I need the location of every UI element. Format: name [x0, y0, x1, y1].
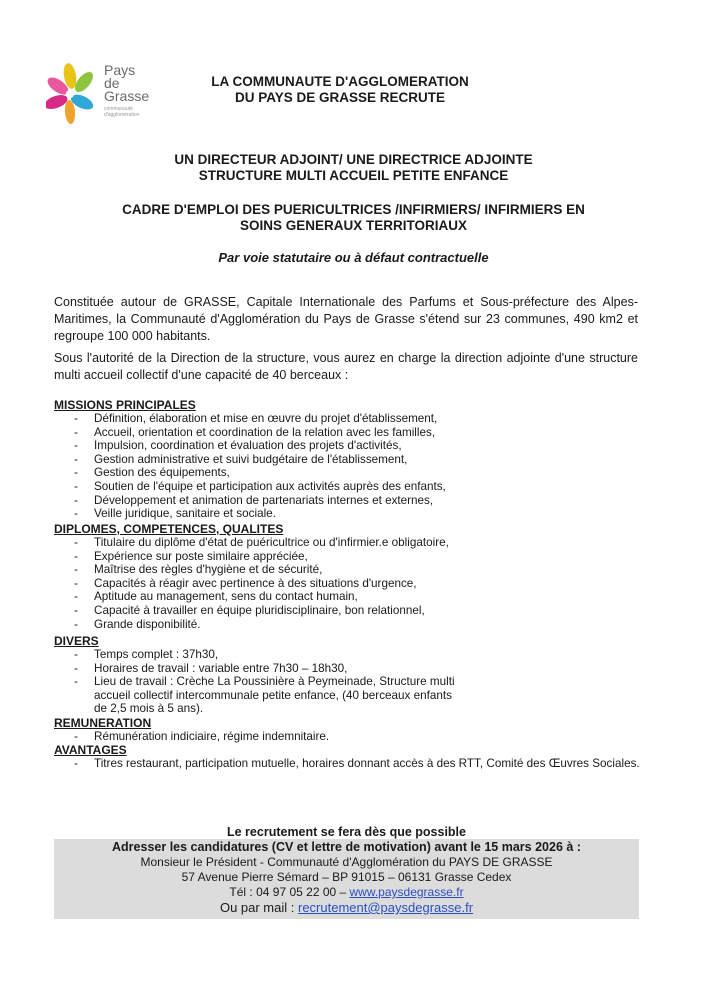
section-title: REMUNERATION	[54, 716, 152, 730]
section-divers	[54, 635, 644, 716]
recipient-line: Monsieur le Président - Communauté d'Agglomération du PAYS DE GRASSE	[140, 855, 553, 869]
email-line	[54, 900, 639, 915]
intro-paragraph: Constituée autour de GRASSE, Capitale Internationale des Parfums et Sous-préfecture des Alpes-Maritimes, la Communauté d'Agglomération du Pays de Grasse s'étend sur 23 communes, 490 km2 et regroupe 100 000 habitants.	[54, 295, 638, 343]
logo-line-pays: Pays	[104, 62, 136, 78]
website-link[interactable]: www.paysdegrasse.fr	[349, 885, 464, 899]
section-title: MISSIONS PRINCIPALES	[54, 398, 196, 412]
header-title	[150, 74, 530, 106]
job-title	[40, 152, 667, 184]
list-item: - Grande disponibilité.	[54, 618, 644, 632]
cadre-line-1: CADRE D'EMPLOI DES PUERICULTRICES /INFIRMIERS/ INFIRMIERS EN	[122, 202, 585, 217]
section-title: DIVERS	[54, 634, 99, 648]
cadre-line-2: SOINS GENERAUX TERRITORIAUX	[239, 218, 468, 233]
list-item: - Impulsion, coordination et évaluation des projets d'activités,	[54, 439, 644, 453]
header-line-2: DU PAYS DE GRASSE RECRUTE	[234, 90, 446, 105]
section-remuneration	[54, 717, 644, 744]
list-item: - Titres restaurant, participation mutuelle, horaires donnant accès à des RTT, Comité des Œuvres Sociales.	[54, 757, 644, 771]
cadre-emploi	[40, 202, 667, 234]
list-item: - Expérience sur poste similaire appréciée,	[54, 550, 644, 564]
list-item: - Rémunération indiciaire, régime indemnitaire.	[54, 730, 644, 744]
list-item: - Définition, élaboration et mise en œuvre du projet d'établissement,	[54, 412, 644, 426]
list-item: - Veille juridique, sanitaire et sociale.	[54, 507, 644, 521]
job-title-line-2: STRUCTURE MULTI ACCUEIL PETITE ENFANCE	[198, 168, 509, 183]
recruitment-note: Le recrutement se fera dès que possible	[227, 825, 466, 839]
list-item: - Lieu de travail : Crèche La Poussinière à Peymeinade, Structure multi accueil collectif intercommunale petite enfance, (40 berceaux enfants de 2,5 mois à 5 ans).	[54, 675, 464, 716]
list-item: - Maîtrise des règles d'hygiène et de sécurité,	[54, 563, 644, 577]
list-item: - Temps complet : 37h30,	[54, 648, 644, 662]
list-item: - Capacité à travailler en équipe pluridisciplinaire, bon relationnel,	[54, 604, 644, 618]
flower-logo-icon	[46, 60, 102, 128]
section-title: AVANTAGES	[54, 743, 127, 757]
logo-line-de: de	[104, 75, 120, 91]
logo-line-grasse: Grasse	[104, 88, 150, 104]
list-item: - Titulaire du diplôme d'état de puéricultrice ou d'infirmier.e obligatoire,	[54, 536, 644, 550]
list-item: - Aptitude au management, sens du contact humain,	[54, 590, 644, 604]
role-paragraph: Sous l'autorité de la Direction de la structure, vous aurez en charge la direction adjointe d'une structure multi accueil collectif d'une capacité de 40 berceaux :	[54, 351, 638, 382]
application-footer	[54, 825, 639, 919]
section-missions	[54, 399, 644, 521]
list-item: - Accueil, orientation et coordination de la relation avec les familles,	[54, 426, 644, 440]
list-item: - Capacités à réagir avec pertinence à des situations d'urgence,	[54, 577, 644, 591]
email-link[interactable]: recrutement@paysdegrasse.fr	[297, 900, 474, 915]
logo-subtitle: communauté d'agglomération	[104, 106, 140, 118]
list-item: - Développement et animation de partenariats internes et externes,	[54, 494, 644, 508]
application-box	[54, 839, 639, 919]
email-label: Ou par mail :	[219, 900, 298, 915]
job-title-line-1: UN DIRECTEUR ADJOINT/ UNE DIRECTRICE ADJOINTE	[174, 152, 533, 167]
contact-line	[54, 885, 639, 900]
header-line-1: LA COMMUNAUTE D'AGGLOMERATION	[211, 74, 469, 89]
section-avantages	[54, 744, 644, 771]
pays-de-grasse-logo	[46, 60, 156, 130]
list-item: - Horaires de travail : variable entre 7h30 – 18h30,	[54, 662, 644, 676]
section-diplomes	[54, 523, 644, 631]
list-item: - Soutien de l'équipe et participation aux activités auprès des enfants,	[54, 480, 644, 494]
list-item: - Gestion administrative et suivi budgétaire de l'établissement,	[54, 453, 644, 467]
list-item: - Gestion des équipements,	[54, 466, 644, 480]
section-title: DIPLOMES, COMPETENCES, QUALITES	[54, 522, 284, 536]
address-line: 57 Avenue Pierre Sémard – BP 91015 – 06131 Grasse Cedex	[181, 870, 512, 884]
recruitment-mode: Par voie statutaire ou à défaut contractuelle	[218, 250, 489, 265]
phone-label: Tél : 04 97 05 22 00 –	[229, 885, 350, 899]
application-instructions: Adresser les candidatures (CV et lettre de motivation) avant le 15 mars 2026 à :	[112, 840, 581, 854]
